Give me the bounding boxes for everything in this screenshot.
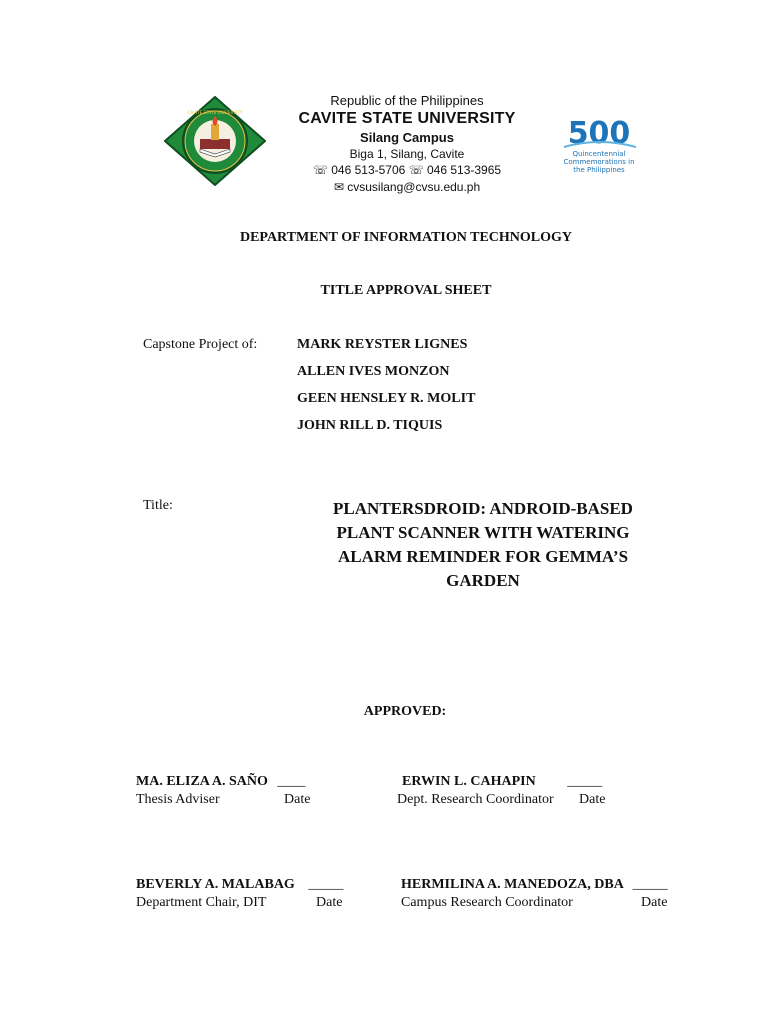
signatory-role: Department Chair, DIT <box>136 895 267 910</box>
signatory-campus-coordinator <box>401 877 668 893</box>
signatory-name: HERMILINA A. MANEDOZA, DBA <box>401 877 624 892</box>
date-label: Date <box>284 792 311 807</box>
member-name: MARK REYSTER LIGNES <box>297 337 468 352</box>
title-label: Title: <box>143 498 173 513</box>
header-university-name: CAVITE STATE UNIVERSITY <box>298 110 516 127</box>
signatory-name: BEVERLY A. MALABAG <box>136 877 295 892</box>
department-heading: DEPARTMENT OF INFORMATION TECHNOLOGY <box>239 230 573 245</box>
signatory-role: Dept. Research Coordinator <box>397 792 554 807</box>
university-seal-logo <box>164 96 266 186</box>
project-title-line: PLANT SCANNER WITH WATERING <box>336 523 630 542</box>
logo-500-text: 500 <box>567 116 631 151</box>
header-republic: Republic of the Philippines <box>330 93 484 108</box>
header-campus: Silang Campus <box>360 130 454 145</box>
date-blank: _____ <box>308 877 344 892</box>
signatory-department-chair <box>136 877 343 893</box>
project-title-line: GARDEN <box>446 571 520 590</box>
approved-label: APPROVED: <box>363 704 447 719</box>
date-blank: _____ <box>567 774 603 789</box>
quincentennial-500-logo <box>558 113 640 185</box>
date-blank: ____ <box>277 774 306 789</box>
logo-500-caption: Quincentennial Commemorations in the Philippines <box>563 150 635 174</box>
header-email: ✉ cvsusilang@cvsu.edu.ph <box>333 180 481 194</box>
project-title <box>318 497 648 593</box>
signatory-name: ERWIN L. CAHAPIN <box>402 774 536 789</box>
signatory-dept-coordinator <box>402 774 602 790</box>
capstone-label: Capstone Project of: <box>143 337 258 352</box>
date-blank: _____ <box>632 877 668 892</box>
sheet-title: TITLE APPROVAL SHEET <box>320 283 492 298</box>
project-title-line: PLANTERSDROID: ANDROID-BASED <box>333 499 633 518</box>
signatory-role: Campus Research Coordinator <box>401 895 573 910</box>
project-title-line: ALARM REMINDER FOR GEMMA’S <box>337 547 629 566</box>
member-name: GEEN HENSLEY R. MOLIT <box>297 391 476 406</box>
header-phones: ☏ 046 513-5706 ☏ 046 513-3965 <box>312 163 502 177</box>
date-label: Date <box>579 792 606 807</box>
seal-ring-text: CAVITE STATE UNIVERSITY <box>187 110 243 115</box>
date-label: Date <box>316 895 343 910</box>
header-address: Biga 1, Silang, Cavite <box>349 147 465 161</box>
signatory-role: Thesis Adviser <box>136 792 220 807</box>
member-name: ALLEN IVES MONZON <box>297 364 450 379</box>
signatory-adviser <box>136 774 305 790</box>
date-label: Date <box>641 895 668 910</box>
signatory-name: MA. ELIZA A. SAÑO <box>136 774 268 789</box>
member-name: JOHN RILL D. TIQUIS <box>297 418 443 433</box>
